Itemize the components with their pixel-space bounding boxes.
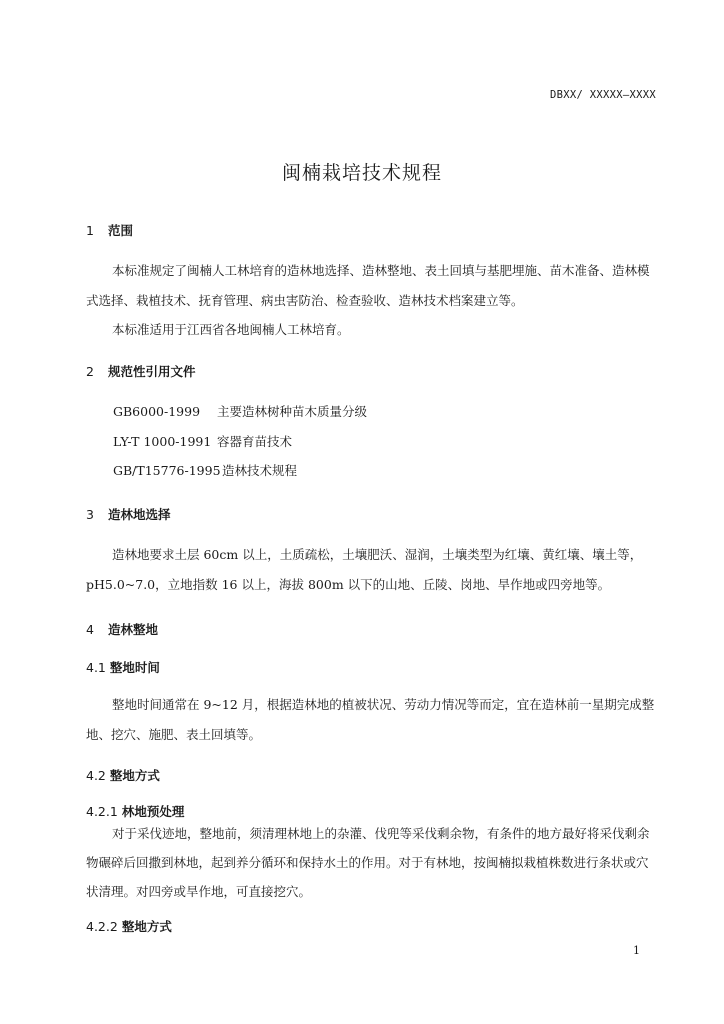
- subsection-4-2-1-paragraph: [86, 819, 658, 906]
- section-title: 造林地选择: [107, 507, 171, 522]
- section-heading-1: [86, 221, 133, 239]
- paragraph-line: 本标准适用于江西省各地闽楠人工林培育。: [112, 322, 350, 337]
- page-number: 1: [633, 944, 640, 957]
- section-title: 造林整地: [107, 622, 158, 637]
- paragraph-line: 整地时间通常在 9~12 月，根据造林地的植被状况、劳动力情况等而定，宜在造林前一星期完成整: [112, 697, 655, 712]
- paragraph-line: 对于采伐迹地，整地前，须清理林地上的杂灌、伐兜等采伐剩余物，有条件的地方最好将采伐剩余: [112, 826, 650, 841]
- paragraph-line: 物碾碎后回撒到林地，起到养分循环和保持水土的作用。对于有林地，按闽楠拟栽植株数进行条状或穴: [86, 855, 649, 870]
- subsection-heading-4-2: [86, 766, 160, 784]
- paragraph-line: 本标准规定了闽楠人工林培育的造林地选择、造林整地、表土回填与基肥埋施、苗木准备、造林模: [112, 263, 650, 278]
- section-1-paragraph: [86, 256, 658, 344]
- reference-name: 主要造林树种苗木质量分级: [217, 404, 368, 419]
- section-3-paragraph: [86, 540, 658, 600]
- paragraph-line: 造林地要求土层 60cm 以上，土质疏松，土壤肥沃、湿润，土壤类型为红壤、黄红壤、壤土等，: [112, 547, 643, 562]
- section-title: 规范性引用文件: [107, 364, 196, 379]
- section-number: 4: [86, 622, 94, 637]
- section-heading-4: [86, 620, 158, 638]
- section-heading-3: [86, 505, 170, 523]
- subsection-title: 林地预处理: [121, 804, 185, 819]
- subsection-number: 4.2.1: [86, 804, 118, 819]
- reference-name: 容器育苗技术: [217, 434, 293, 449]
- section-title: 范围: [107, 223, 133, 238]
- section-number: 2: [86, 364, 94, 379]
- subsection-heading-4-2-2: [86, 917, 172, 935]
- subsection-title: 整地时间: [109, 660, 160, 675]
- subsection-heading-4-2-1: [86, 802, 184, 820]
- paragraph-line: 式选择、栽植技术、抚育管理、病虫害防治、检查验收、造林技术档案建立等。: [86, 293, 524, 308]
- section-heading-2: [86, 362, 195, 380]
- document-code: DBXX/ XXXXX—XXXX: [550, 89, 656, 101]
- subsection-4-1-paragraph: [86, 690, 658, 750]
- reference-code: GB6000-1999: [113, 404, 201, 419]
- paragraph-line: 状清理。对四旁或旱作地，可直接挖穴。: [86, 884, 312, 899]
- subsection-number: 4.1: [86, 660, 106, 675]
- subsection-title: 整地方式: [121, 919, 172, 934]
- subsection-number: 4.2: [86, 768, 106, 783]
- page-title: 闽楠栽培技术规程: [281, 162, 442, 184]
- reference-item: [113, 432, 292, 450]
- paragraph-line: pH5.0~7.0，立地指数 16 以上，海拔 800m 以下的山地、丘陵、岗地、旱作地或四旁地等。: [86, 577, 611, 592]
- reference-item: [113, 461, 297, 479]
- reference-item: [113, 402, 367, 420]
- paragraph-line: 地、挖穴、施肥、表土回填等。: [86, 727, 262, 742]
- subsection-title: 整地方式: [109, 768, 160, 783]
- section-number: 3: [86, 507, 94, 522]
- subsection-heading-4-1: [86, 658, 160, 676]
- reference-name: 造林技术规程: [222, 463, 298, 478]
- subsection-number: 4.2.2: [86, 919, 118, 934]
- reference-code: LY-T 1000-1991: [113, 434, 212, 449]
- section-number: 1: [86, 223, 94, 238]
- reference-code: GB/T15776-1995: [113, 463, 221, 478]
